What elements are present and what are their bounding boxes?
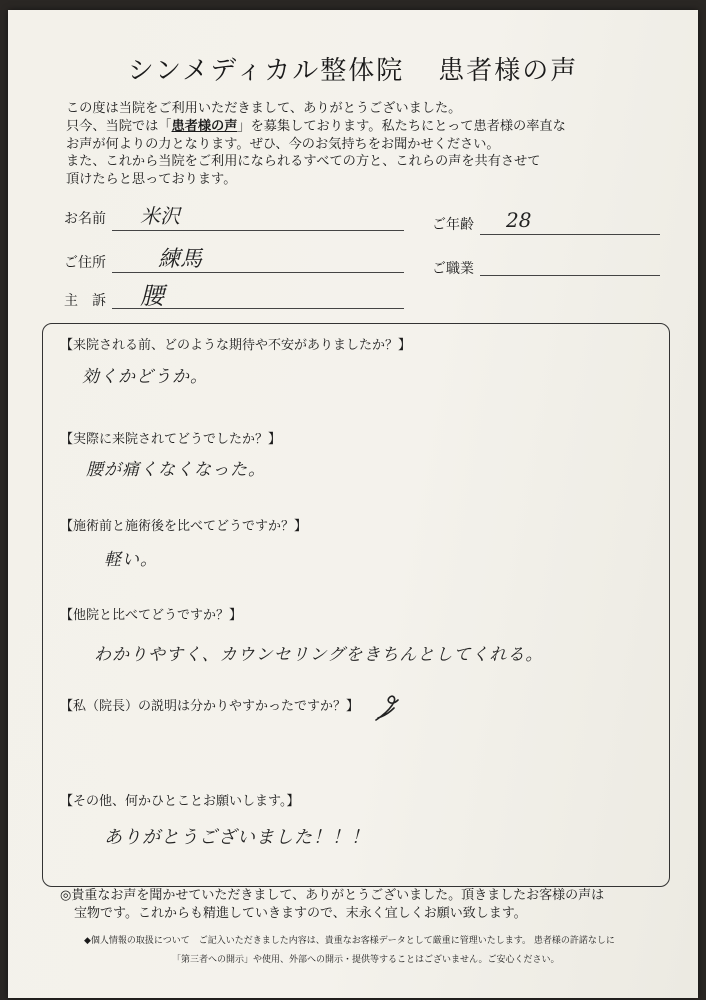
thanks-text bbox=[60, 887, 604, 923]
occupation-label: ご職業 bbox=[432, 261, 474, 277]
answer-1: 効くかどうか。 bbox=[82, 367, 208, 387]
intro-line-part: 只今、当院では「 bbox=[66, 118, 172, 134]
intro-line: お声が何よりの力となります。ぜひ、今のお気持ちをお聞かせください。 bbox=[66, 136, 500, 152]
privacy-line: 「第三者への開示」や使用、外部への開示・提供等することはございません。ご安心ください。 bbox=[172, 955, 560, 965]
question-5: 【私（院長）の説明は分かりやすかったですか？】 bbox=[60, 699, 360, 714]
address-value: 練馬 bbox=[158, 247, 203, 272]
answer-6: ありがとうございました！！！ bbox=[104, 827, 370, 848]
answer-2: 腰が痛くなくなった。 bbox=[86, 460, 266, 480]
intro-line: 頂けたらと思っております。 bbox=[66, 172, 237, 188]
address-line bbox=[112, 272, 404, 273]
name-line bbox=[112, 230, 404, 231]
age-label: ご年齢 bbox=[432, 217, 474, 233]
question-2: 【実際に来院されてどうでしたか？】 bbox=[60, 432, 282, 447]
privacy-line: ◆個人情報の取扱について ご記入いただきました内容は、貴重なお客様データとして厳重に管理いたします。 患者様の許諾なしに bbox=[84, 936, 615, 946]
age-line bbox=[480, 234, 660, 235]
name-value: 米沢 bbox=[140, 204, 180, 228]
occupation-line bbox=[480, 275, 660, 276]
age-value: 28 bbox=[506, 208, 532, 232]
complaint-label: 主 訴 bbox=[64, 293, 106, 309]
complaint-value: 腰 bbox=[140, 282, 164, 310]
thanks-line: ◎貴重なお声を聞かせていただきまして、ありがとうございました。頂きましたお客様の声は bbox=[60, 888, 605, 903]
answer-3: 軽い。 bbox=[104, 550, 158, 570]
privacy-note bbox=[84, 932, 615, 970]
clinic-name: シンメディカル整体院 bbox=[127, 56, 405, 86]
form-title: 患者様の声 bbox=[438, 56, 579, 86]
thanks-line: 宝物です。これからも精進していきますので、末永く宜しくお願い致します。 bbox=[74, 906, 527, 921]
intro-highlight: 患者様の声 bbox=[171, 118, 238, 134]
question-6: 【その他、何かひとことお願いします。】 bbox=[60, 794, 300, 809]
question-3: 【施術前と施術後を比べてどうですか？】 bbox=[60, 519, 308, 534]
intro-line bbox=[66, 118, 666, 136]
question-4: 【他院と比べてどうですか？】 bbox=[60, 608, 243, 623]
handwritten-mark-icon bbox=[370, 690, 406, 726]
answer-4: わかりやすく、カウンセリングをきちんとしてくれる。 bbox=[94, 645, 544, 665]
intro-text bbox=[66, 100, 666, 189]
address-label: ご住所 bbox=[64, 255, 106, 271]
intro-line-part: 」を募集しております。私たちにとって患者様の率直な bbox=[237, 118, 566, 134]
intro-line: また、これから当院をご利用になられるすべての方と、これらの声を共有させて bbox=[66, 154, 541, 170]
intro-line: この度は当院をご利用いただきまして、ありがとうございました。 bbox=[66, 101, 462, 116]
question-1: 【来院される前、どのような期待や不安がありましたか？】 bbox=[60, 338, 412, 353]
page-title bbox=[0, 50, 706, 87]
name-label: お名前 bbox=[64, 211, 106, 227]
